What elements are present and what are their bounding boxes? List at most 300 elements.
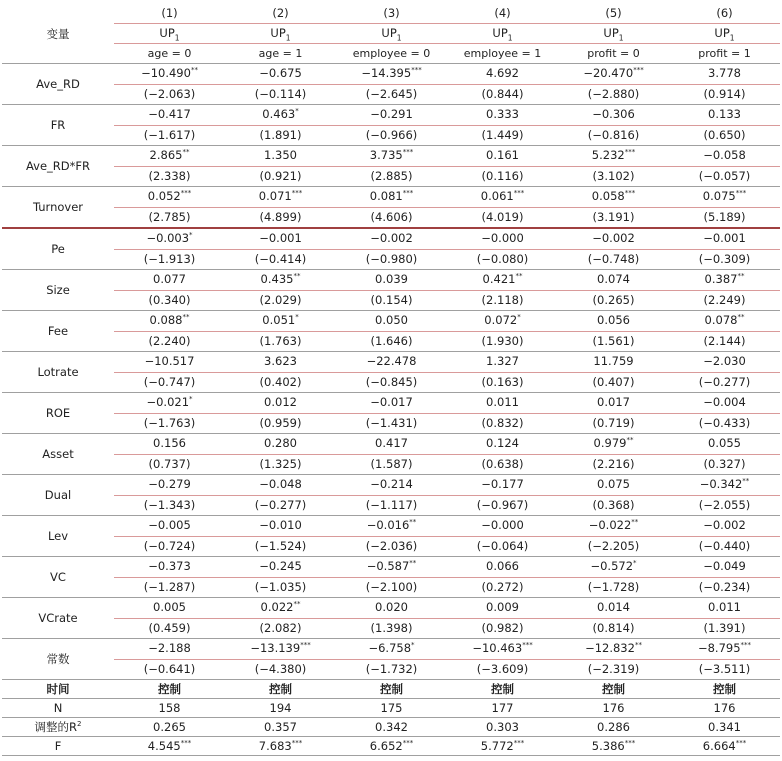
t-statistic-cell: (0.368) <box>558 495 669 516</box>
coefficient-cell <box>447 311 558 332</box>
coefficient-value: −0.016 <box>366 518 410 532</box>
coefficient-cell <box>336 516 447 537</box>
col-dependent-variable <box>225 24 336 44</box>
t-statistic-cell: (2.082) <box>225 618 336 639</box>
coefficient-value: 0.056 <box>597 313 630 327</box>
coefficient-value: 0.051 <box>262 313 296 327</box>
t-statistic-cell: (0.814) <box>558 618 669 639</box>
coefficient-value: 0.074 <box>597 272 630 286</box>
footer-row-f <box>2 737 780 756</box>
variable-name: Lev <box>2 516 114 557</box>
footer-value-cell <box>114 737 225 756</box>
coefficient-value: −0.002 <box>370 231 413 245</box>
coefficient-value: −0.214 <box>370 477 413 491</box>
coefficient-cell <box>336 475 447 496</box>
coefficient-cell <box>669 187 780 208</box>
adjusted-r2-label-superscript: 2 <box>77 720 82 729</box>
coefficient-cell <box>669 228 780 249</box>
significance-stars: *** <box>522 641 533 650</box>
coefficient-cell <box>447 270 558 291</box>
col-dependent-variable <box>669 24 780 44</box>
footer-value: 5.386 <box>591 739 625 753</box>
tstat-row <box>2 618 780 639</box>
coefficient-value: 0.055 <box>708 436 741 450</box>
header-row-dependent-variable <box>2 24 780 44</box>
tstat-row <box>2 454 780 475</box>
t-statistic-cell: (−1.117) <box>336 495 447 516</box>
t-statistic-cell: (−2.645) <box>336 84 447 105</box>
footer-value-cell <box>447 680 558 699</box>
coef-row <box>2 639 780 660</box>
footer-value: 177 <box>491 701 514 715</box>
coefficient-cell <box>336 64 447 85</box>
variable-name: Asset <box>2 434 114 475</box>
coefficient-cell <box>447 393 558 414</box>
coefficient-value: 0.058 <box>591 189 625 203</box>
coefficient-cell <box>669 434 780 455</box>
footer-value: 控制 <box>158 682 181 696</box>
coefficient-value: −22.478 <box>366 354 417 368</box>
coefficient-value: 0.052 <box>147 189 181 203</box>
variable-name: Dual <box>2 475 114 516</box>
significance-stars: * <box>517 313 521 322</box>
coefficient-value: −0.002 <box>703 518 746 532</box>
tstat-row <box>2 372 780 393</box>
coefficient-cell <box>336 557 447 578</box>
t-statistic-cell: (0.163) <box>447 372 558 393</box>
coefficient-value: 0.061 <box>480 189 514 203</box>
coefficient-cell <box>447 352 558 373</box>
coefficient-cell <box>336 146 447 167</box>
coefficient-value: −0.245 <box>259 559 302 573</box>
t-statistic-cell: (−1.728) <box>558 577 669 598</box>
footer-value-cell <box>447 718 558 737</box>
col-number: (6) <box>669 4 780 24</box>
dep-var-subscript: 1 <box>729 33 735 43</box>
coefficient-value: 0.066 <box>486 559 519 573</box>
coefficient-cell <box>225 64 336 85</box>
footer-value-cell <box>114 718 225 737</box>
coefficient-cell <box>669 105 780 126</box>
variable-name: Fee <box>2 311 114 352</box>
coefficient-value: −8.795 <box>697 641 741 655</box>
t-statistic-cell: (−1.287) <box>114 577 225 598</box>
t-statistic-cell: (0.638) <box>447 454 558 475</box>
adjusted-r2-label <box>2 718 114 737</box>
t-statistic-cell: (3.191) <box>558 207 669 228</box>
significance-stars: * <box>295 107 299 116</box>
significance-stars: *** <box>402 189 414 198</box>
t-statistic-cell: (−2.319) <box>558 659 669 680</box>
header-row-numbers <box>2 4 780 24</box>
coefficient-cell <box>114 311 225 332</box>
coefficient-cell <box>447 475 558 496</box>
t-statistic-cell: (−0.057) <box>669 166 780 187</box>
dep-var-name: UP <box>270 26 286 40</box>
coefficient-cell <box>558 352 669 373</box>
col-dependent-variable <box>447 24 558 44</box>
t-statistic-cell: (−0.966) <box>336 125 447 146</box>
t-statistic-cell: (0.914) <box>669 84 780 105</box>
t-statistic-cell: (5.189) <box>669 207 780 228</box>
significance-stars: *** <box>624 739 636 748</box>
t-statistic-cell: (−0.064) <box>447 536 558 557</box>
coefficient-cell <box>225 352 336 373</box>
coef-row <box>2 187 780 208</box>
footer-value: 控制 <box>380 682 403 696</box>
coef-row <box>2 105 780 126</box>
footer-value-cell <box>669 737 780 756</box>
significance-stars: ** <box>409 559 417 568</box>
significance-stars: *** <box>291 739 303 748</box>
coefficient-value: −0.058 <box>703 148 746 162</box>
footer-row-r2 <box>2 718 780 737</box>
tstat-row <box>2 207 780 228</box>
coefficient-value: 0.077 <box>153 272 186 286</box>
t-statistic-cell: (−0.440) <box>669 536 780 557</box>
t-statistic-cell: (0.737) <box>114 454 225 475</box>
t-statistic-cell: (0.982) <box>447 618 558 639</box>
coefficient-value: −0.000 <box>481 231 524 245</box>
significance-stars: *** <box>740 641 752 650</box>
tstat-row <box>2 659 780 680</box>
coefficient-cell <box>336 311 447 332</box>
significance-stars: *** <box>735 739 747 748</box>
t-statistic-cell: (2.144) <box>669 331 780 352</box>
t-statistic-cell: (1.398) <box>336 618 447 639</box>
t-statistic-cell: (0.340) <box>114 290 225 311</box>
t-statistic-cell: (0.154) <box>336 290 447 311</box>
footer-value-cell <box>558 680 669 699</box>
t-statistic-cell: (−0.748) <box>558 249 669 270</box>
adjusted-r2-label-text: 调整的R <box>34 720 78 734</box>
coef-row <box>2 228 780 249</box>
t-statistic-cell: (4.899) <box>225 207 336 228</box>
coefficient-cell <box>447 64 558 85</box>
significance-stars: * <box>189 395 193 404</box>
t-statistic-cell: (1.587) <box>336 454 447 475</box>
significance-stars: *** <box>180 189 192 198</box>
footer-value: 控制 <box>602 682 625 696</box>
variable-name: ROE <box>2 393 114 434</box>
dep-var-subscript: 1 <box>174 33 180 43</box>
footer-value: 控制 <box>269 682 292 696</box>
coefficient-cell <box>225 187 336 208</box>
coefficient-value: −0.306 <box>592 107 635 121</box>
coefficient-value: −10.463 <box>472 641 523 655</box>
t-statistic-cell: (0.959) <box>225 413 336 434</box>
footer-value: 176 <box>602 701 625 715</box>
t-statistic-cell: (2.338) <box>114 166 225 187</box>
t-statistic-cell: (−1.913) <box>114 249 225 270</box>
significance-stars: *** <box>513 739 525 748</box>
significance-stars: ** <box>409 518 417 527</box>
coefficient-value: 3.735 <box>369 148 403 162</box>
coefficient-value: −2.188 <box>148 641 191 655</box>
coefficient-value: 0.017 <box>597 395 630 409</box>
coefficient-cell <box>669 393 780 414</box>
coef-row <box>2 516 780 537</box>
coefficient-value: 0.014 <box>597 600 630 614</box>
coefficient-value: −0.022 <box>588 518 632 532</box>
footer-value-cell <box>336 718 447 737</box>
coefficient-cell <box>669 557 780 578</box>
t-statistic-cell: (−0.980) <box>336 249 447 270</box>
coef-row <box>2 270 780 291</box>
coefficient-value: 0.333 <box>486 107 519 121</box>
variable-name: VC <box>2 557 114 598</box>
footer-value-cell <box>336 680 447 699</box>
tstat-row <box>2 249 780 270</box>
coefficient-cell <box>114 270 225 291</box>
coefficient-cell <box>447 516 558 537</box>
coefficient-value: −0.177 <box>481 477 524 491</box>
coefficient-cell <box>558 393 669 414</box>
f-label-text: F <box>54 739 62 753</box>
col-number: (3) <box>336 4 447 24</box>
coefficient-cell <box>336 105 447 126</box>
coefficient-cell <box>558 598 669 619</box>
coefficient-cell <box>447 557 558 578</box>
significance-stars: *** <box>624 189 636 198</box>
t-statistic-cell: (1.449) <box>447 125 558 146</box>
coefficient-cell <box>336 187 447 208</box>
coefficient-value: −10.517 <box>144 354 195 368</box>
col-number: (4) <box>447 4 558 24</box>
t-statistic-cell: (−3.511) <box>669 659 780 680</box>
t-statistic-cell: (2.240) <box>114 331 225 352</box>
coefficient-value: −0.005 <box>148 518 191 532</box>
footer-value: 6.664 <box>702 739 736 753</box>
coef-row <box>2 352 780 373</box>
t-statistic-cell: (0.265) <box>558 290 669 311</box>
coefficient-cell <box>558 187 669 208</box>
coefficient-value: 3.623 <box>264 354 297 368</box>
tstat-row <box>2 495 780 516</box>
coefficient-value: −0.279 <box>148 477 191 491</box>
coefficient-cell <box>225 516 336 537</box>
significance-stars: * <box>411 641 415 650</box>
coefficient-cell <box>225 598 336 619</box>
coef-row <box>2 311 780 332</box>
coefficient-cell <box>558 270 669 291</box>
coefficient-cell <box>225 639 336 660</box>
t-statistic-cell: (0.402) <box>225 372 336 393</box>
dep-var-subscript: 1 <box>285 33 291 43</box>
t-statistic-cell: (−1.617) <box>114 125 225 146</box>
coefficient-value: −0.342 <box>699 477 743 491</box>
coefficient-value: −0.675 <box>259 66 302 80</box>
coefficient-cell <box>669 516 780 537</box>
time-label <box>2 680 114 699</box>
variable-name: Lotrate <box>2 352 114 393</box>
coefficient-value: 11.759 <box>593 354 634 368</box>
coefficient-cell <box>558 557 669 578</box>
variable-name: 常数 <box>2 639 114 680</box>
t-statistic-cell: (−2.205) <box>558 536 669 557</box>
footer-value-cell <box>558 737 669 756</box>
t-statistic-cell: (−2.036) <box>336 536 447 557</box>
coefficient-cell <box>336 639 447 660</box>
tstat-row <box>2 536 780 557</box>
t-statistic-cell: (−1.732) <box>336 659 447 680</box>
coefficient-value: −12.832 <box>585 641 635 655</box>
coefficient-value: 0.387 <box>704 272 738 286</box>
footer-row-time <box>2 680 780 699</box>
t-statistic-cell: (−1.431) <box>336 413 447 434</box>
footer-value: 176 <box>713 701 736 715</box>
t-statistic-cell: (0.327) <box>669 454 780 475</box>
footer-value-cell <box>447 737 558 756</box>
t-statistic-cell: (−0.309) <box>669 249 780 270</box>
significance-stars: *** <box>633 66 644 75</box>
col-condition: age = 0 <box>114 44 225 64</box>
t-statistic-cell: (−0.724) <box>114 536 225 557</box>
coefficient-cell <box>669 311 780 332</box>
significance-stars: ** <box>631 518 639 527</box>
t-statistic-cell: (2.216) <box>558 454 669 475</box>
footer-value-cell <box>225 718 336 737</box>
coef-row <box>2 557 780 578</box>
coefficient-value: −0.017 <box>370 395 413 409</box>
coefficient-cell <box>114 475 225 496</box>
t-statistic-cell: (−1.035) <box>225 577 336 598</box>
t-statistic-cell: (1.646) <box>336 331 447 352</box>
coefficient-cell <box>558 434 669 455</box>
t-statistic-cell: (−0.967) <box>447 495 558 516</box>
coefficient-value: 0.072 <box>484 313 518 327</box>
coefficient-value: 0.161 <box>486 148 519 162</box>
footer-value: 4.545 <box>147 739 181 753</box>
header-row-conditions <box>2 44 780 64</box>
dep-var-subscript: 1 <box>396 33 402 43</box>
coefficient-cell <box>225 475 336 496</box>
t-statistic-cell: (0.272) <box>447 577 558 598</box>
variable-name: FR <box>2 105 114 146</box>
coefficient-cell <box>114 187 225 208</box>
coefficient-value: 0.005 <box>153 600 186 614</box>
significance-stars: ** <box>293 600 301 609</box>
t-statistic-cell: (−1.763) <box>114 413 225 434</box>
t-statistic-cell: (1.930) <box>447 331 558 352</box>
coefficient-cell <box>669 64 780 85</box>
col-number: (1) <box>114 4 225 24</box>
coefficient-value: 0.071 <box>258 189 292 203</box>
col-condition: profit = 1 <box>669 44 780 64</box>
coefficient-value: −0.291 <box>370 107 413 121</box>
coefficient-cell <box>225 105 336 126</box>
footer-value: 158 <box>158 701 181 715</box>
coefficient-value: 0.463 <box>262 107 296 121</box>
t-statistic-cell: (0.459) <box>114 618 225 639</box>
coefficient-cell <box>558 228 669 249</box>
t-statistic-cell: (−4.380) <box>225 659 336 680</box>
significance-stars: *** <box>291 189 303 198</box>
header-variable-label: 变量 <box>2 4 114 64</box>
coefficient-value: −0.021 <box>146 395 190 409</box>
dep-var-subscript: 1 <box>507 33 513 43</box>
coefficient-value: 0.039 <box>375 272 408 286</box>
col-dependent-variable <box>558 24 669 44</box>
coefficient-cell <box>558 516 669 537</box>
coefficient-cell <box>336 598 447 619</box>
coefficient-value: −20.470 <box>583 66 634 80</box>
footer-value: 175 <box>380 701 403 715</box>
variable-name: VCrate <box>2 598 114 639</box>
tstat-row <box>2 125 780 146</box>
coefficient-cell <box>669 270 780 291</box>
coefficient-cell <box>558 146 669 167</box>
significance-stars: *** <box>300 641 311 650</box>
t-statistic-cell: (−2.063) <box>114 84 225 105</box>
coefficient-value: −14.395 <box>361 66 412 80</box>
footer-value-cell <box>669 699 780 718</box>
t-statistic-cell: (−2.055) <box>669 495 780 516</box>
significance-stars: * <box>189 231 193 240</box>
coefficient-value: −13.139 <box>250 641 301 655</box>
footer-value: 控制 <box>491 682 514 696</box>
coefficient-value: −0.048 <box>259 477 302 491</box>
significance-stars: ** <box>737 313 745 322</box>
t-statistic-cell: (2.885) <box>336 166 447 187</box>
coefficient-value: 0.011 <box>708 600 741 614</box>
coef-row <box>2 146 780 167</box>
dep-var-name: UP <box>714 26 730 40</box>
t-statistic-cell: (0.407) <box>558 372 669 393</box>
significance-stars: ** <box>737 272 745 281</box>
coef-row <box>2 434 780 455</box>
t-statistic-cell: (−0.845) <box>336 372 447 393</box>
coefficient-value: 0.979 <box>593 436 627 450</box>
t-statistic-cell: (2.785) <box>114 207 225 228</box>
t-statistic-cell: (−0.816) <box>558 125 669 146</box>
significance-stars: *** <box>624 148 636 157</box>
coefficient-cell <box>669 352 780 373</box>
t-statistic-cell: (−0.641) <box>114 659 225 680</box>
footer-value-cell <box>225 699 336 718</box>
coefficient-cell <box>114 105 225 126</box>
coefficient-cell <box>114 557 225 578</box>
footer-value: 0.342 <box>375 720 408 734</box>
t-statistic-cell: (−3.609) <box>447 659 558 680</box>
coefficient-value: 1.350 <box>264 148 297 162</box>
coefficient-cell <box>114 639 225 660</box>
coefficient-value: 0.075 <box>597 477 630 491</box>
coefficient-value: 2.865 <box>149 148 183 162</box>
coefficient-value: 0.081 <box>369 189 403 203</box>
coefficient-cell <box>225 434 336 455</box>
significance-stars: ** <box>293 272 301 281</box>
coefficient-cell <box>336 434 447 455</box>
t-statistic-cell: (−1.524) <box>225 536 336 557</box>
dep-var-name: UP <box>603 26 619 40</box>
footer-value: 0.303 <box>486 720 519 734</box>
coefficient-value: 0.133 <box>708 107 741 121</box>
t-statistic-cell: (2.249) <box>669 290 780 311</box>
coefficient-cell <box>336 228 447 249</box>
t-statistic-cell: (0.650) <box>669 125 780 146</box>
coefficient-cell <box>447 187 558 208</box>
coefficient-value: −0.417 <box>148 107 191 121</box>
t-statistic-cell: (−0.277) <box>225 495 336 516</box>
coefficient-cell <box>669 475 780 496</box>
tstat-row <box>2 290 780 311</box>
t-statistic-cell: (1.763) <box>225 331 336 352</box>
significance-stars: ** <box>190 66 198 75</box>
t-statistic-cell: (0.832) <box>447 413 558 434</box>
n-label <box>2 699 114 718</box>
footer-value-cell <box>114 680 225 699</box>
